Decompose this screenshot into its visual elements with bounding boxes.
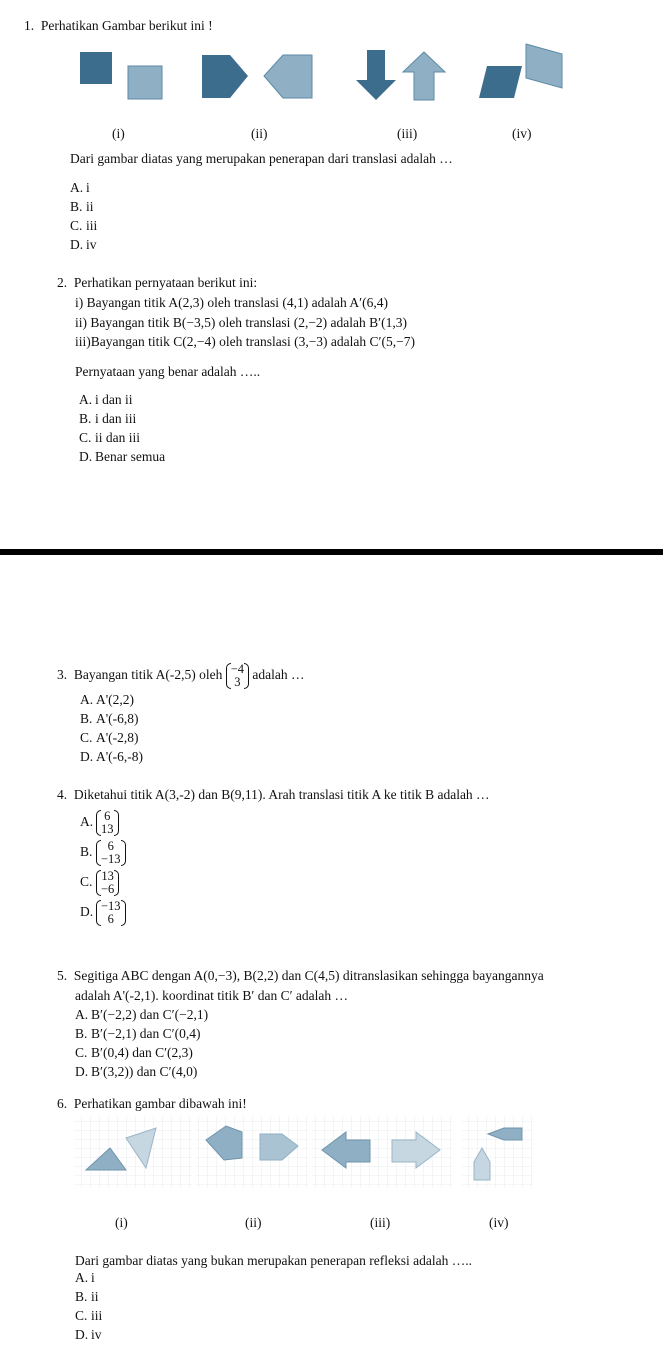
q2-statement-1: i) Bayangan titik A(2,3) oleh translasi (4,1) adalah A′(6,4) (75, 295, 388, 310)
q1-fig-i-square-dark (80, 52, 112, 84)
q4-option-b-vector: 6 −13 (96, 840, 126, 866)
q2-option-b[interactable]: B. i dan iii (79, 411, 137, 426)
q1-fig-iv-quad (526, 44, 562, 88)
q5-option-b[interactable]: B. B′(−2,1) dan C′(0,4) (75, 1026, 201, 1041)
q2-option-c[interactable]: C. ii dan iii (79, 430, 140, 445)
q1-fig-label-iv: (iv) (512, 126, 532, 141)
q6-grid-i (74, 1116, 192, 1188)
q4-option-d-vector: −13 6 (96, 900, 126, 926)
q6-stem: 6. Perhatikan gambar dibawah ini! (57, 1096, 247, 1111)
q6-fig-label-iii: (iii) (370, 1215, 391, 1230)
q6-option-c[interactable]: C. iii (75, 1308, 103, 1323)
q5-option-d[interactable]: D. B′(3,2)) dan C′(4,0) (75, 1064, 198, 1079)
q3-option-d[interactable]: D. A'(-6,-8) (80, 749, 144, 764)
q6-fig-label-ii: (ii) (245, 1215, 262, 1230)
q1-option-c[interactable]: C. iii (70, 218, 98, 233)
q3-option-c[interactable]: C. A'(-2,8) (80, 730, 139, 745)
q3-stem: 3. Bayangan titik A(-2,5) oleh −4 3 adalah … (57, 662, 305, 689)
q4-option-c-vector: 13 −6 (96, 870, 119, 896)
q5-line-2: adalah A'(-2,1). koordinat titik B′ dan C′ adalah … (75, 988, 349, 1003)
q1-stem: 1. Perhatikan Gambar berikut ini ! (24, 18, 213, 33)
q6-question: Dari gambar diatas yang bukan merupakan penerapan refleksi adalah ….. (75, 1253, 472, 1268)
q4-option-c[interactable]: C. 13 −6 (80, 870, 119, 896)
q5-option-a[interactable]: A. B′(−2,2) dan C′(−2,1) (75, 1007, 209, 1022)
q6-fig-label-iv: (iv) (489, 1215, 509, 1230)
q1-fig-iii-arrow-down (356, 50, 396, 100)
q1-fig-iv-parallelogram (479, 66, 522, 98)
q6-option-d[interactable]: D. iv (75, 1327, 102, 1342)
q2-question: Pernyataan yang benar adalah ….. (75, 364, 261, 379)
q2-option-d[interactable]: D. Benar semua (79, 449, 166, 464)
q1-option-d[interactable]: D. iv (70, 237, 97, 252)
q4-option-a-vector: 6 13 (96, 810, 119, 836)
q4-option-b[interactable]: B. 6 −13 (80, 840, 126, 866)
page-divider (0, 549, 663, 555)
q2-option-a[interactable]: A. i dan ii (79, 392, 133, 407)
q1-fig-ii-pentagon-dark (202, 55, 248, 98)
q5-line-1: 5. Segitiga ABC dengan A(0,−3), B(2,2) dan C(4,5) ditranslasikan sehingga bayangannya (57, 968, 544, 983)
q3-translation-vector: −4 3 (226, 663, 249, 689)
q2-stem: 2. Perhatikan pernyataan berikut ini: (57, 275, 258, 290)
q2-statement-2: ii) Bayangan titik B(−3,5) oleh translasi (2,−2) adalah B′(1,3) (75, 315, 407, 330)
q6-figures (0, 1112, 663, 1192)
q1-fig-label-i: (i) (112, 126, 125, 141)
q1-fig-ii-pentagon-light (264, 55, 312, 98)
q1-option-b[interactable]: B. ii (70, 199, 94, 214)
q1-fig-label-iii: (iii) (397, 126, 418, 141)
q1-fig-iii-arrow-up (403, 52, 445, 100)
q4-option-d[interactable]: D. −13 6 (80, 900, 126, 926)
q4-option-a[interactable]: A. 6 13 (80, 810, 119, 836)
q1-fig-label-ii: (ii) (251, 126, 268, 141)
q1-option-a[interactable]: A. i (70, 180, 90, 195)
q4-stem: 4. Diketahui titik A(3,-2) dan B(9,11). Arah translasi titik A ke titik B adalah … (57, 787, 490, 802)
q1-fig-i-square-light (128, 66, 162, 99)
q6-option-b[interactable]: B. ii (75, 1289, 99, 1304)
q6-option-a[interactable]: A. i (75, 1270, 95, 1285)
q1-question: Dari gambar diatas yang merupakan penerapan dari translasi adalah … (70, 151, 453, 166)
q2-statement-3: iii)Bayangan titik C(2,−4) oleh translasi (3,−3) adalah C′(5,−7) (75, 334, 415, 349)
q1-figures (0, 40, 663, 150)
q6-grid-iv (462, 1116, 532, 1188)
q3-option-a[interactable]: A. A'(2,2) (80, 692, 135, 707)
q3-option-b[interactable]: B. A'(-6,8) (80, 711, 139, 726)
q6-fig-label-i: (i) (115, 1215, 128, 1230)
q5-option-c[interactable]: C. B′(0,4) dan C′(2,3) (75, 1045, 193, 1060)
